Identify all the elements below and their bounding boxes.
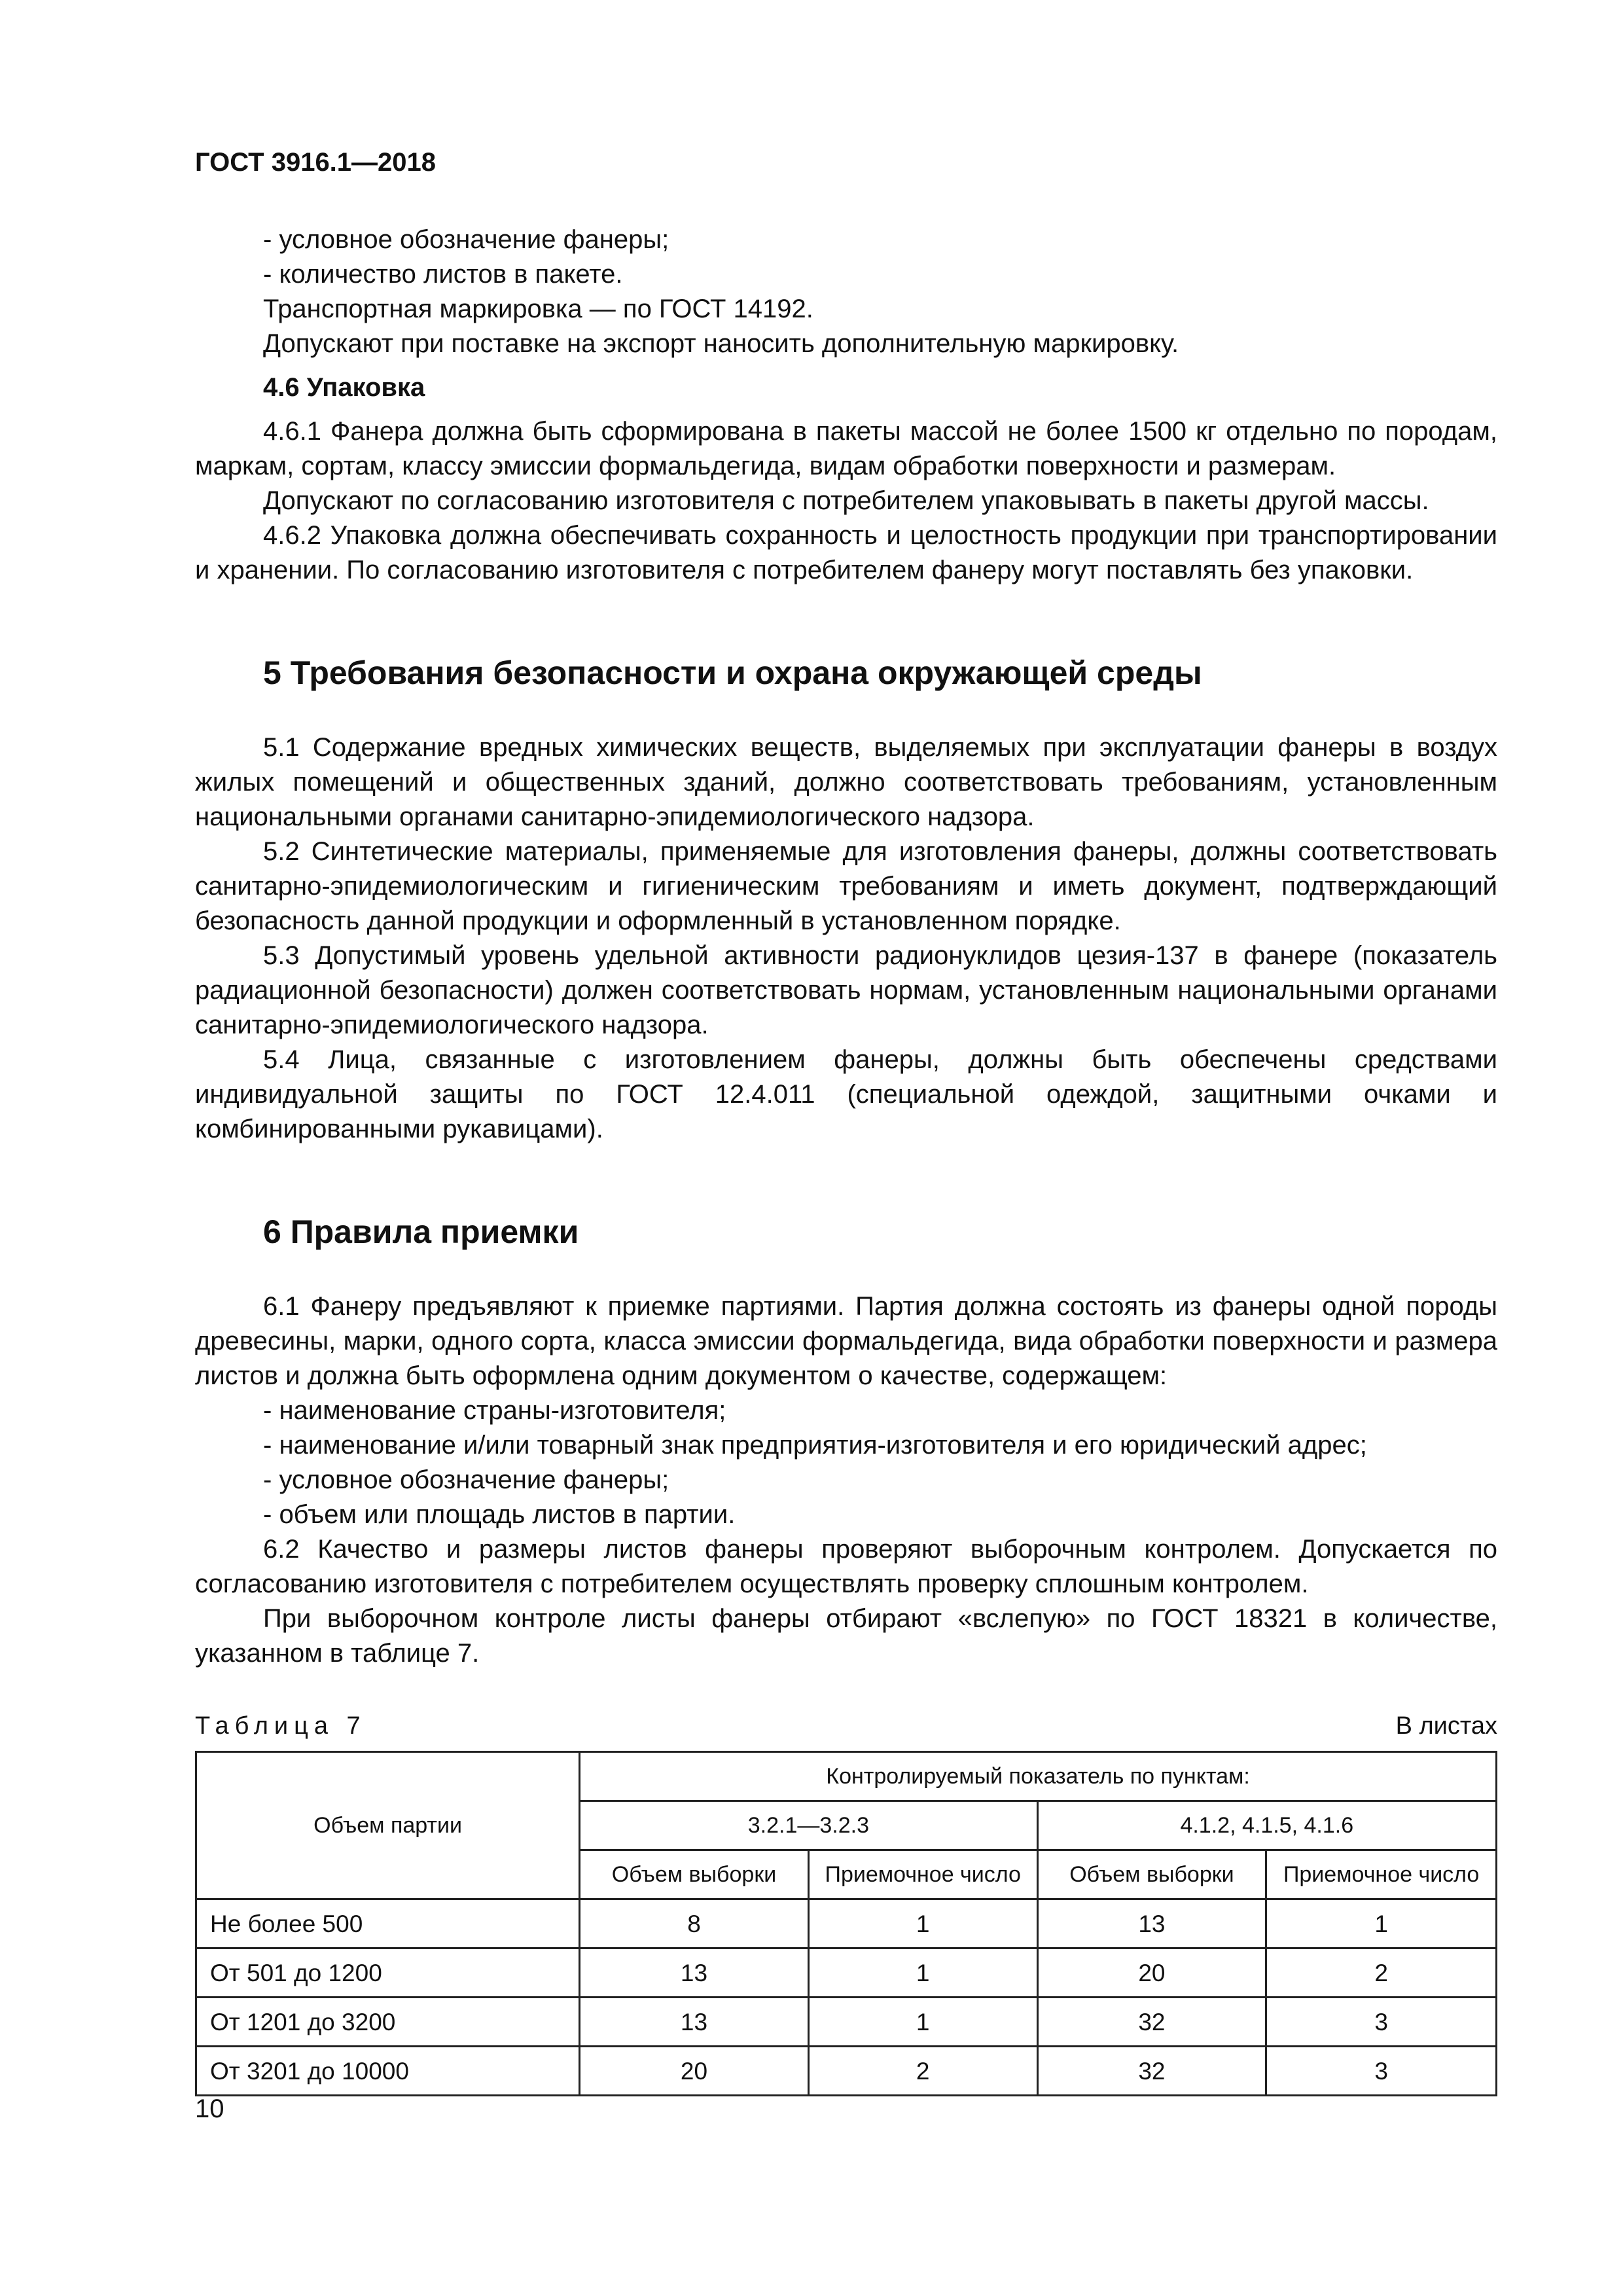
col-header-accept: Приемочное число (808, 1850, 1037, 1899)
cell-lot: От 1201 до 3200 (196, 1998, 580, 2047)
cell: 32 (1037, 1998, 1266, 2047)
page-content (195, 223, 1497, 2096)
cell: 20 (1037, 1948, 1266, 1998)
paragraph: 5.2 Синтетические материалы, применяемые для изготовления фанеры, должны соответствовать санитарно-эпидемиологическим и гигиеническим требованиям и иметь документ, подтверждающий безопасность данной продукции и оформленный в установленном порядке. (195, 837, 1497, 935)
paragraph: 5.3 Допустимый уровень удельной активности радионуклидов цезия-137 в фанере (показатель радиационной безопасности) должен соответствовать нормам, установленным национальными органами санитарно-эпидемиологического надзора. (195, 941, 1497, 1039)
cell: 1 (808, 1998, 1037, 2047)
cell: 8 (580, 1899, 809, 1948)
paragraph: 6.1 Фанеру предъявляют к приемке партиями. Партия должна состоять из фанеры одной породы древесины, марки, одного сорта, класса эмиссии формальдегида, вида обработки поверхности и размера листов и должна быть оформлена одним документом о качестве, содержащем: (195, 1292, 1497, 1390)
cell: 2 (1266, 1948, 1497, 1998)
paragraph: 5.4 Лица, связанные с изготовлением фанеры, должны быть обеспечены средствами индивидуальной защиты по ГОСТ 12.4.011 (специальной одеждой, защитными очками и комбинированными рукавицами). (195, 1045, 1497, 1143)
acceptance-table (195, 1751, 1497, 2096)
table-row (196, 1899, 1497, 1948)
cell: 3 (1266, 2047, 1497, 2096)
section-6-title: 6 Правила приемки (263, 1213, 579, 1250)
paragraph: Допускают по согласованию изготовителя с потребителем упаковывать в пакеты другой массы. (263, 486, 1429, 515)
cell-lot: От 501 до 1200 (196, 1948, 580, 1998)
cell: 1 (1266, 1899, 1497, 1948)
list-item: - количество листов в пакете. (195, 257, 1497, 292)
section-4-6-title: 4.6 Упаковка (263, 373, 425, 402)
cell: 13 (580, 1998, 809, 2047)
list-item: - условное обозначение фанеры; (195, 1463, 1497, 1498)
cell: 2 (808, 2047, 1037, 2096)
list-item: - условное обозначение фанеры; (195, 223, 1497, 257)
cell: 32 (1037, 2047, 1266, 2096)
cell: 1 (808, 1948, 1037, 1998)
cell: 13 (1037, 1899, 1266, 1948)
paragraph: Транспортная маркировка — по ГОСТ 14192. (263, 295, 813, 323)
standard-header: ГОСТ 3916.1—2018 (195, 148, 437, 177)
paragraph: 4.6.2 Упаковка должна обеспечивать сохранность и целостность продукции при транспортировании и хранении. По согласованию изготовителя с потребителем фанеру могут поставлять без упаковки. (195, 521, 1497, 584)
col-header-group1: 3.2.1—3.2.3 (580, 1801, 1037, 1850)
paragraph: 5.1 Содержание вредных химических веществ, выделяемых при эксплуатации фанеры в воздух жилых помещений и общественных зданий, должно соответствовать требованиям, установленным национальными органами санитарно-эпидемиологического надзора. (195, 733, 1497, 831)
cell: 13 (580, 1948, 809, 1998)
paragraph: Допускают при поставке на экспорт наносить дополнительную маркировку. (263, 329, 1179, 358)
paragraph: При выборочном контроле листы фанеры отбирают «вслепую» по ГОСТ 18321 в количестве, указанном в таблице 7. (195, 1604, 1497, 1668)
col-header-group: Контролируемый показатель по пунктам: (580, 1752, 1497, 1801)
col-header-accept: Приемочное число (1266, 1850, 1497, 1899)
paragraph: 6.2 Качество и размеры листов фанеры проверяют выборочным контролем. Допускается по согласованию изготовителя с потребителем осуществлять проверку сплошным контролем. (195, 1535, 1497, 1598)
col-header-lot: Объем партии (196, 1752, 580, 1899)
list-item: - наименование и/или товарный знак предприятия-изготовителя и его юридический адрес; (195, 1428, 1497, 1463)
cell: 3 (1266, 1998, 1497, 2047)
section-5-title: 5 Требования безопасности и охрана окружающей среды (263, 655, 1202, 691)
cell-lot: От 3201 до 10000 (196, 2047, 580, 2096)
cell: 1 (808, 1899, 1037, 1948)
page-number: 10 (195, 2094, 224, 2123)
table-caption: Таблица 7 (195, 1712, 366, 1740)
paragraph: 4.6.1 Фанера должна быть сформирована в пакеты массой не более 1500 кг отдельно по породам, маркам, сортам, классу эмиссии формальдегида, видам обработки поверхности и размерам. (195, 417, 1497, 480)
list-item: - наименование страны-изготовителя; (195, 1393, 1497, 1428)
list-item: - объем или площадь листов в партии. (195, 1498, 1497, 1532)
table-row (196, 1998, 1497, 2047)
cell: 20 (580, 2047, 809, 2096)
col-header-group2: 4.1.2, 4.1.5, 4.1.6 (1037, 1801, 1496, 1850)
col-header-sample: Объем выборки (1037, 1850, 1266, 1899)
table-caption-row (195, 1710, 1497, 1742)
table-units: В листах (1395, 1712, 1497, 1740)
cell-lot: Не более 500 (196, 1899, 580, 1948)
col-header-sample: Объем выборки (580, 1850, 809, 1899)
table-row (196, 1948, 1497, 1998)
table-row (196, 2047, 1497, 2096)
